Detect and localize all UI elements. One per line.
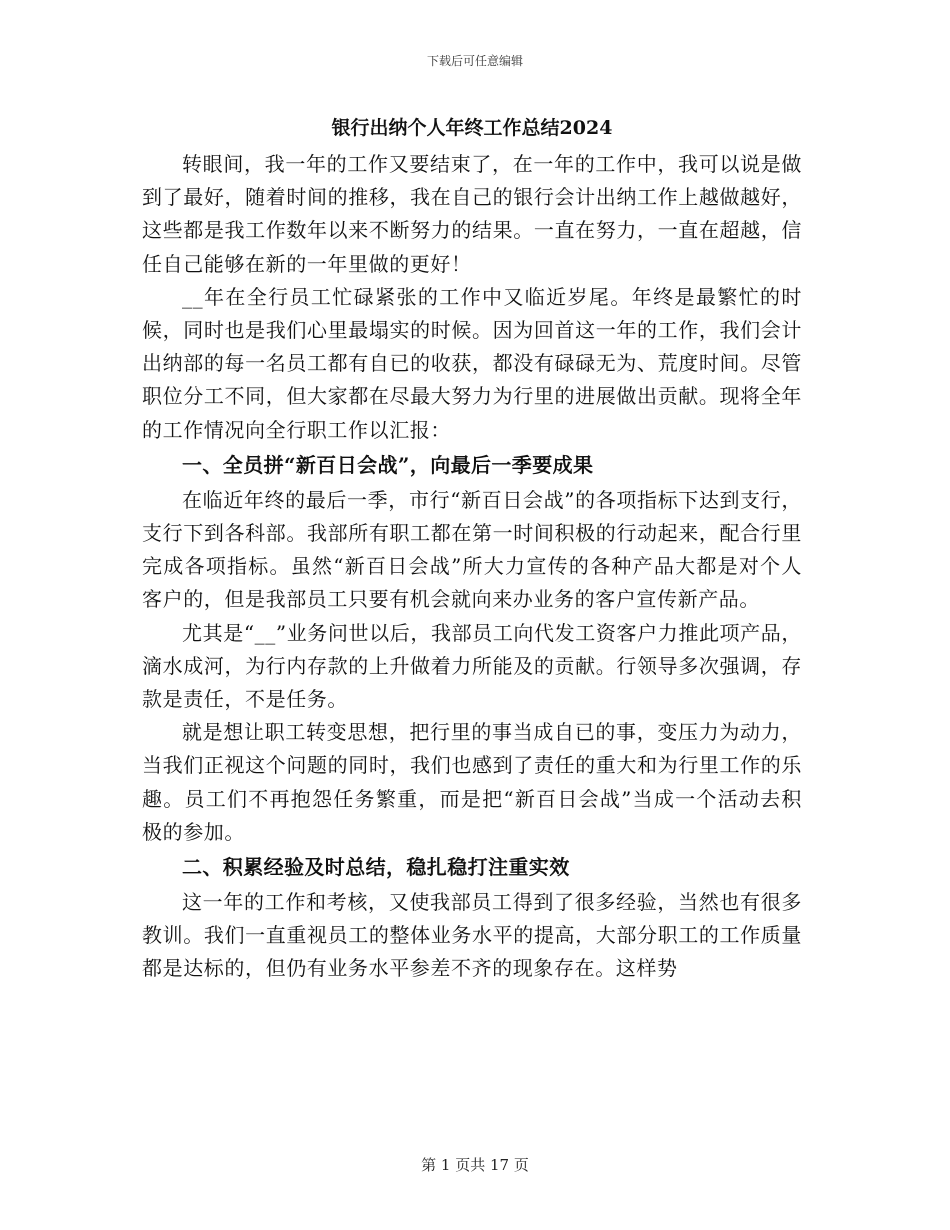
section-heading-2: 二、积累经验及时总结，稳扎稳打注重实效 <box>182 855 570 880</box>
section-heading-1: 一、全员拼“新百日会战”，向最后一季要成果 <box>182 452 594 477</box>
paragraph-section1-a: 在临近年终的最后一季，市行“新百日会战”的各项指标下达到支行，支行下到各科部。我部所有职工都在第一时间积极的行动起来，配合行里完成各项指标。虽然“新百日会战”所大力宣传的各种产品大都是对个人客户的，但是我部员工只要有机会就向来办业务的客户宣传新产品。 <box>142 487 802 612</box>
header-note: 下载后可任意编辑 <box>426 54 523 68</box>
document-body <box>142 148 802 986</box>
paragraph-section2-a: 这一年的工作和考核，又使我部员工得到了很多经验，当然也有很多教训。我们一直重视员工的整体业务水平的提高，大部分职工的工作质量都是达标的，但仍有业务水平参差不齐的现象存在。这样势 <box>142 890 802 981</box>
paragraph-section1-c: 就是想让职工转变思想，把行里的事当成自已的事，变压力为动力，当我们正视这个问题的同时，我们也感到了责任的重大和为行里工作的乐趣。员工们不再抱怨任务繁重，而是把“新百日会战”当成一个活动去积极的参加。 <box>142 720 802 844</box>
paragraph-summary: __年在全行员工忙碌紧张的工作中又临近岁尾。年终是最繁忙的时候，同时也是我们心里最塌实的时候。因为回首这一年的工作，我们会计出纳部的每一名员工都有自已的收获，都没有碌碌无为、荒度时间。尽管职位分工不同，但大家都在尽最大努力为行里的进展做出贡献。现将全年的工作情况向全行职工作以汇报： <box>142 284 802 442</box>
page-number: 第 1 页共 17 页 <box>421 1156 529 1174</box>
paragraph-section1-b: 尤其是“__”业务问世以后，我部员工向代发工资客户力推此项产品，滴水成河，为行内存款的上升做着力所能及的贡献。行领导多次强调，存款是责任，不是任务。 <box>142 620 802 712</box>
document-title: 银行出纳个人年终工作总结2024 <box>331 117 613 139</box>
paragraph-intro: 转眼间，我一年的工作又要结束了，在一年的工作中，我可以说是做到了最好，随着时间的推移，我在自己的银行会计出纳工作上越做越好，这些都是我工作数年以来不断努力的结果。一直在努力，一直在超越，信任自己能够在新的一年里做的更好！ <box>142 152 802 276</box>
